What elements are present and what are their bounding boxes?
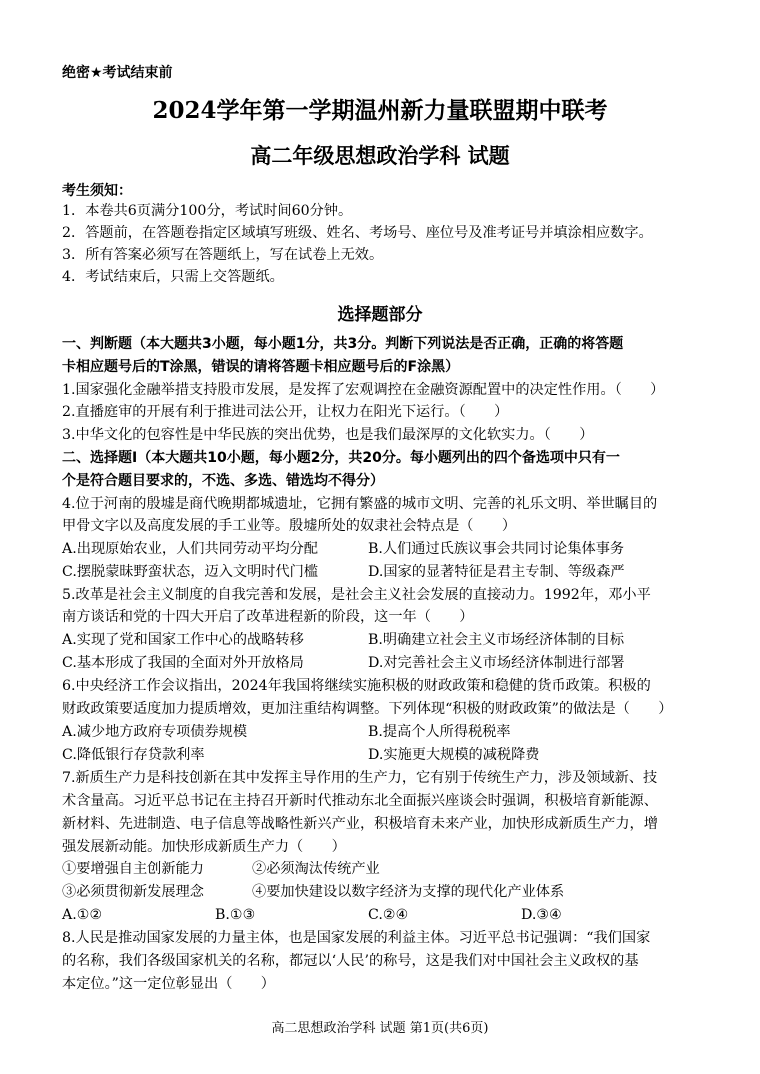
- question-8-stem-cont: 的名称，我们各级国家机关的名称，都冠以‘人民’的称号，这是我们对中国社会主义政权的基: [62, 953, 639, 969]
- question-7-stem-cont: 术含量高。习近平总书记在主持召开新时代推动东北全面振兴座谈会时强调，积极培育新能源、: [62, 793, 658, 809]
- question-6-option-d: D.实施更大规模的减税降费: [368, 747, 540, 763]
- question-5-stem-cont: 南方谈话和党的十四大开启了改革进程新的阶段，这一年（ ）: [62, 609, 474, 625]
- question-6-stem: 6.中央经济工作会议指出，2024年我国将继续实施积极的财政政策和稳健的货币政策。积极的: [62, 678, 651, 694]
- notice-item: 3．所有答案必须写在答题纸上，写在试卷上无效。: [62, 247, 384, 263]
- question-3: 3.中华文化的包容性是中华民族的突出优势，也是我们最深厚的文化软实力。（ ）: [62, 427, 594, 443]
- question-4-option-b: B.人们通过氏族议事会共同讨论集体事务: [368, 541, 625, 557]
- question-4-stem: 4.位于河南的殷墟是商代晚期都城遗址，它拥有繁盛的城市文明、完善的礼乐文明、举世瞩目的: [62, 496, 658, 512]
- question-8-stem-cont: 本定位。”这一定位彰显出（ ）: [62, 976, 275, 992]
- question-7-stem: 7.新质生产力是科技创新在其中发挥主导作用的生产力，它有别于传统生产力，涉及领域新、技: [62, 770, 658, 786]
- page-footer: 高二思想政治学科 试题 第1页(共6页): [271, 1021, 489, 1036]
- question-5-option-d: D.对完善社会主义市场经济体制进行部署: [368, 655, 625, 671]
- question-7-stem-cont: 新材料、先进制造、电子信息等战略性新兴产业，积极培育未来产业，加快形成新质生产力，增: [62, 816, 658, 832]
- question-7-statement-2: ②必须淘汰传统产业: [252, 861, 380, 877]
- question-5-option-a: A.实现了党和国家工作中心的战略转移: [62, 632, 304, 648]
- question-6-stem-cont: 财政政策要适度加力提质增效，更加注重结构调整。下列体现“积极的财政政策”的做法是（ ）: [62, 701, 673, 717]
- question-7-option-b: B.①③: [215, 907, 256, 923]
- part2-heading: 二、选择题Ⅰ（本大题共10小题，每小题2分，共20分。每小题列出的四个备选项中只有一: [62, 450, 620, 466]
- notice-item: 4．考试结束后，只需上交答题纸。: [62, 269, 284, 285]
- question-6-option-b: B.提高个人所得税税率: [368, 724, 511, 740]
- question-4-option-d: D.国家的显著特征是君主专制、等级森严: [368, 564, 625, 580]
- question-4-option-c: C.摆脱蒙昧野蛮状态，迈入文明时代门槛: [62, 564, 319, 580]
- exam-title: 2024学年第一学期温州新力量联盟期中联考: [152, 97, 608, 124]
- notice-heading: 考生须知：: [62, 183, 132, 199]
- question-4-stem-cont: 甲骨文字以及高度发展的手工业等。殷墟所处的奴隶社会特点是（ ）: [62, 518, 517, 534]
- question-6-option-a: A.减少地方政府专项债券规模: [62, 724, 248, 740]
- exam-subtitle: 高二年级思想政治学科 试题: [250, 143, 510, 168]
- part1-heading: 一、判断题（本大题共3小题，每小题1分，共3分。判断下列说法是否正确，正确的将答题: [62, 336, 624, 352]
- question-6-option-c: C.降低银行存贷款利率: [62, 747, 205, 763]
- question-7-option-a: A.①②: [62, 907, 103, 923]
- question-7-option-d: D.③④: [521, 907, 562, 923]
- question-7-statement-4: ④要加快建设以数字经济为支撑的现代化产业体系: [252, 884, 565, 900]
- notice-item: 1．本卷共6页满分100分，考试时间60分钟。: [62, 203, 353, 219]
- part2-heading-cont: 个是符合题目要求的，不选、多选、错选均不得分）: [62, 473, 384, 489]
- question-7-stem-cont: 强发展新动能。加快形成新质生产力（ ）: [62, 839, 346, 855]
- question-8-stem: 8.人民是推动国家发展的力量主体，也是国家发展的利益主体。习近平总书记强调：“我们国家: [62, 930, 651, 946]
- part1-heading-cont: 卡相应题号后的T涂黑，错误的请将答题卡相应题号后的F涂黑）: [62, 359, 460, 375]
- question-4-option-a: A.出现原始农业，人们共同劳动平均分配: [62, 541, 318, 557]
- question-5-option-c: C.基本形成了我国的全面对外开放格局: [62, 655, 304, 671]
- confidential-label: 绝密★考试结束前: [62, 65, 173, 81]
- question-2: 2.直播庭审的开展有利于推进司法公开，让权力在阳光下运行。（ ）: [62, 404, 509, 420]
- question-7-statement-1: ①要增强自主创新能力: [62, 861, 204, 877]
- notice-item: 2．答题前，在答题卷指定区域填写班级、姓名、考场号、座位号及准考证号并填涂相应数字。: [62, 225, 653, 241]
- question-1: 1.国家强化金融举措支持股市发展，是发挥了宏观调控在金融资源配置中的决定性作用。（ ）: [62, 382, 665, 398]
- question-5-option-b: B.明确建立社会主义市场经济体制的目标: [368, 632, 625, 648]
- section-title: 选择题部分: [337, 305, 423, 325]
- question-5-stem: 5.改革是社会主义制度的自我完善和发展，是社会主义社会发展的直接动力。1992年，邓小平: [62, 587, 651, 603]
- question-7-option-c: C.②④: [368, 907, 409, 923]
- question-7-statement-3: ③必须贯彻新发展理念: [62, 884, 204, 900]
